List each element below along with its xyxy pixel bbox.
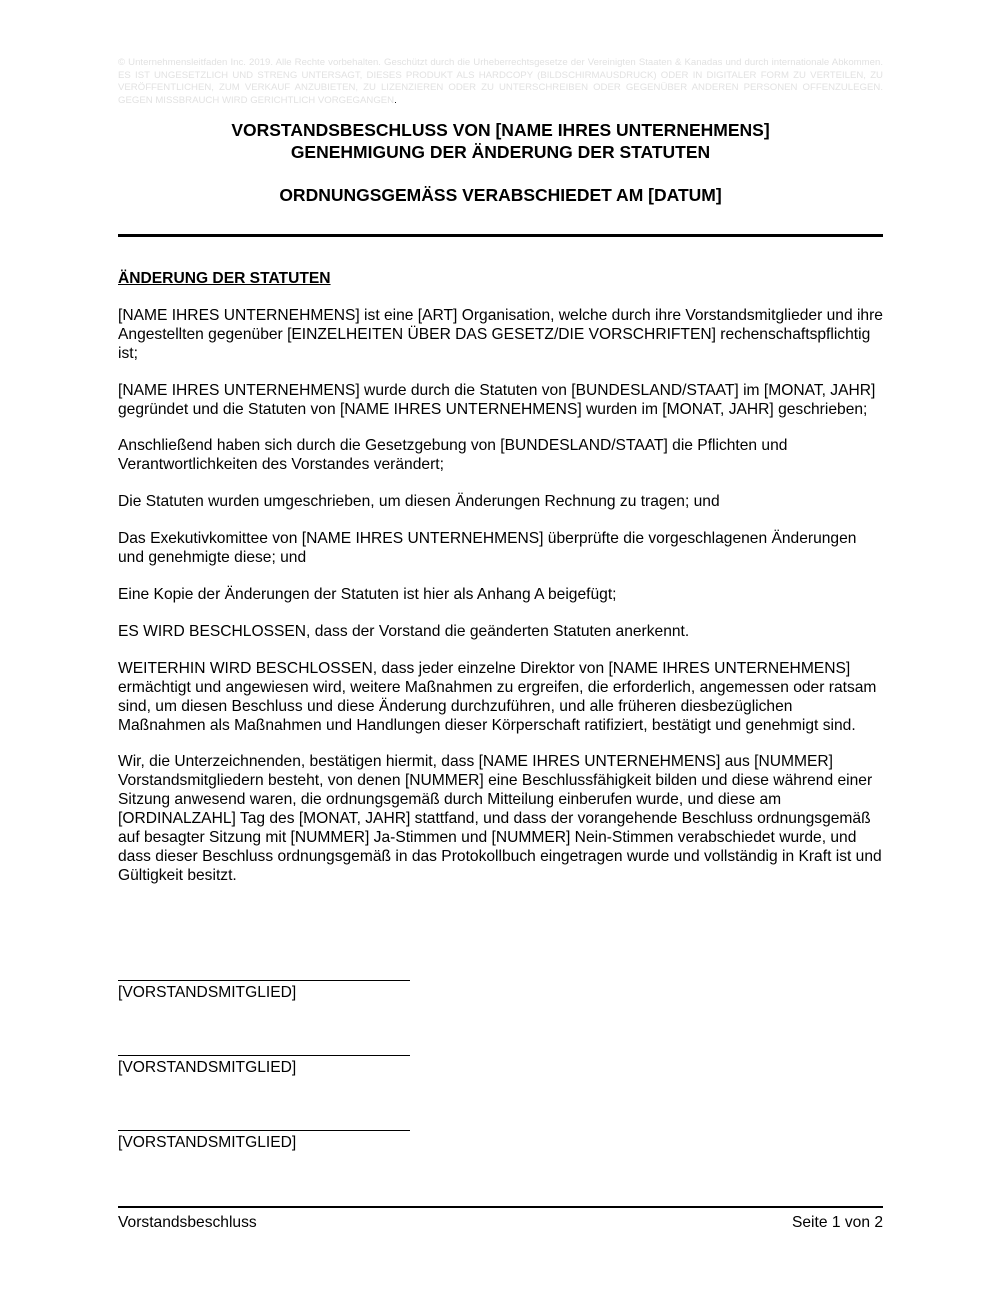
footer-divider <box>118 1206 883 1208</box>
signature-line[interactable] <box>118 1055 410 1056</box>
signature-line[interactable] <box>118 1130 410 1131</box>
paragraph: Die Statuten wurden umgeschrieben, um diesen Änderungen Rechnung zu tragen; und <box>118 493 720 511</box>
paragraph: Eine Kopie der Änderungen der Statuten ist hier als Anhang A beigefügt; <box>118 585 617 603</box>
passed-date-line: ORDNUNGSGEMÄSS VERABSCHIEDET AM [DATUM] <box>279 185 722 205</box>
watermark-end-dot: . <box>394 94 397 106</box>
paragraph: Das Exekutivkomittee von [NAME IHRES UNTERNEHMENS] überprüfte die vorgeschlagenen Änderungen und genehmigte diese; und <box>118 530 857 567</box>
document-header <box>118 119 883 206</box>
document-title: VORSTANDSBESCHLUSS VON [NAME IHRES UNTERNEHMENS] <box>231 120 770 140</box>
document-subtitle: GENEHMIGUNG DER ÄNDERUNG DER STATUTEN <box>290 142 711 162</box>
paragraph: [NAME IHRES UNTERNEHMENS] ist eine [ART] Organisation, welche durch ihre Vorstandsmitglieder und ihre Angestellten gegenüber [EINZELHEITEN ÜBER DAS GESETZ/DIE VORSCHRIFTEN] rechenschaftspflichtig ist; <box>118 306 883 362</box>
copyright-watermark <box>118 57 883 107</box>
signature-label: [VORSTANDSMITGLIED] <box>118 1059 297 1076</box>
paragraph: WEITERHIN WIRD BESCHLOSSEN, dass jeder einzelne Direktor von [NAME IHRES UNTERNEHMENS] ermächtigt und angewiesen wird, weitere Maßnahmen zu ergreifen, die erforderlich, angemessen oder ratsam sind, um diesen Beschluss und diese Änderung durchzuführen, und alle früheren diesbezüglichen Maßnahmen als Maßnahmen und Handlungen dieser Körperschaft ratifiziert, bestätigt und genehmigt sind. <box>118 659 877 734</box>
paragraph: Anschließend haben sich durch die Gesetzgebung von [BUNDESLAND/STAAT] die Pflichten und Verantwortlichkeiten des Vorstandes verändert; <box>118 437 788 474</box>
signature-block <box>118 1055 410 1077</box>
paragraph: ES WIRD BESCHLOSSEN, dass der Vorstand die geänderten Statuten anerkennt. <box>118 622 690 640</box>
page-number: Seite 1 von 2 <box>791 1214 883 1231</box>
footer-document-name: Vorstandsbeschluss <box>118 1214 257 1231</box>
watermark-text: © Unternehmensleitfaden Inc. 2019. Alle Rechte vorbehalten. Geschützt durch die Urheberrechtsgesetze der Vereinigten Staaten & Kanadas und durch internationale Abkommen. ES IST UNGESETZLICH UND STRENG UNTERSAGT, DIESES PRODUKT ALS HARDCOPY (BILDSCHIRMAUSDRUCK) ODER IN DIGITALER FORM ZU VERTEILEN, ZU VERÖFFENTLICHEN, ZUM VERKAUF ANZUBIETEN, ZU LIZENZIEREN ODER ZU UNTERSCHREIBEN ODER GEGENÜBER ANDEREN PERSONEN OFFENZULEGEN. GEGEN MISSBRAUCH WIRD GERICHTLICH VORGEGANGEN <box>118 57 883 106</box>
signature-label: [VORSTANDSMITGLIED] <box>118 1134 297 1151</box>
signature-line[interactable] <box>118 980 410 981</box>
paragraph: [NAME IHRES UNTERNEHMENS] wurde durch die Statuten von [BUNDESLAND/STAAT] im [MONAT, JAHR] gegründet und die Statuten von [NAME IHRES UNTERNEHMENS] wurden im [MONAT, JAHR] geschrieben; <box>118 381 876 418</box>
signature-label: [VORSTANDSMITGLIED] <box>118 984 297 1001</box>
section-heading: ÄNDERUNG DER STATUTEN <box>118 270 331 287</box>
paragraph: Wir, die Unterzeichnenden, bestätigen hiermit, dass [NAME IHRES UNTERNEHMENS] aus [NUMMER] Vorstandsmitgliedern besteht, von denen [NUMMER] eine Beschlussfähigkeit bilden und diese während einer Sitzung anwesend waren, die ordnungsgemäß durch Mitteilung einberufen wurde, und diese am [ORDINALZAHL] Tag des [MONAT, JAHR] stattfand, und dass der vorangehende Beschluss ordnungsgemäß auf besagter Sitzung mit [NUMMER] Ja-Stimmen und [NUMMER] Nein-Stimmen verabschiedet wurde, und dass dieser Beschluss ordnungsgemäß in das Protokollbuch eingetragen wurde und vollständig in Kraft ist und Gültigkeit besitzt. <box>118 753 882 884</box>
resolution-body <box>118 270 883 904</box>
signature-block <box>118 1130 410 1152</box>
header-divider <box>118 234 883 237</box>
signature-block <box>118 980 410 1002</box>
